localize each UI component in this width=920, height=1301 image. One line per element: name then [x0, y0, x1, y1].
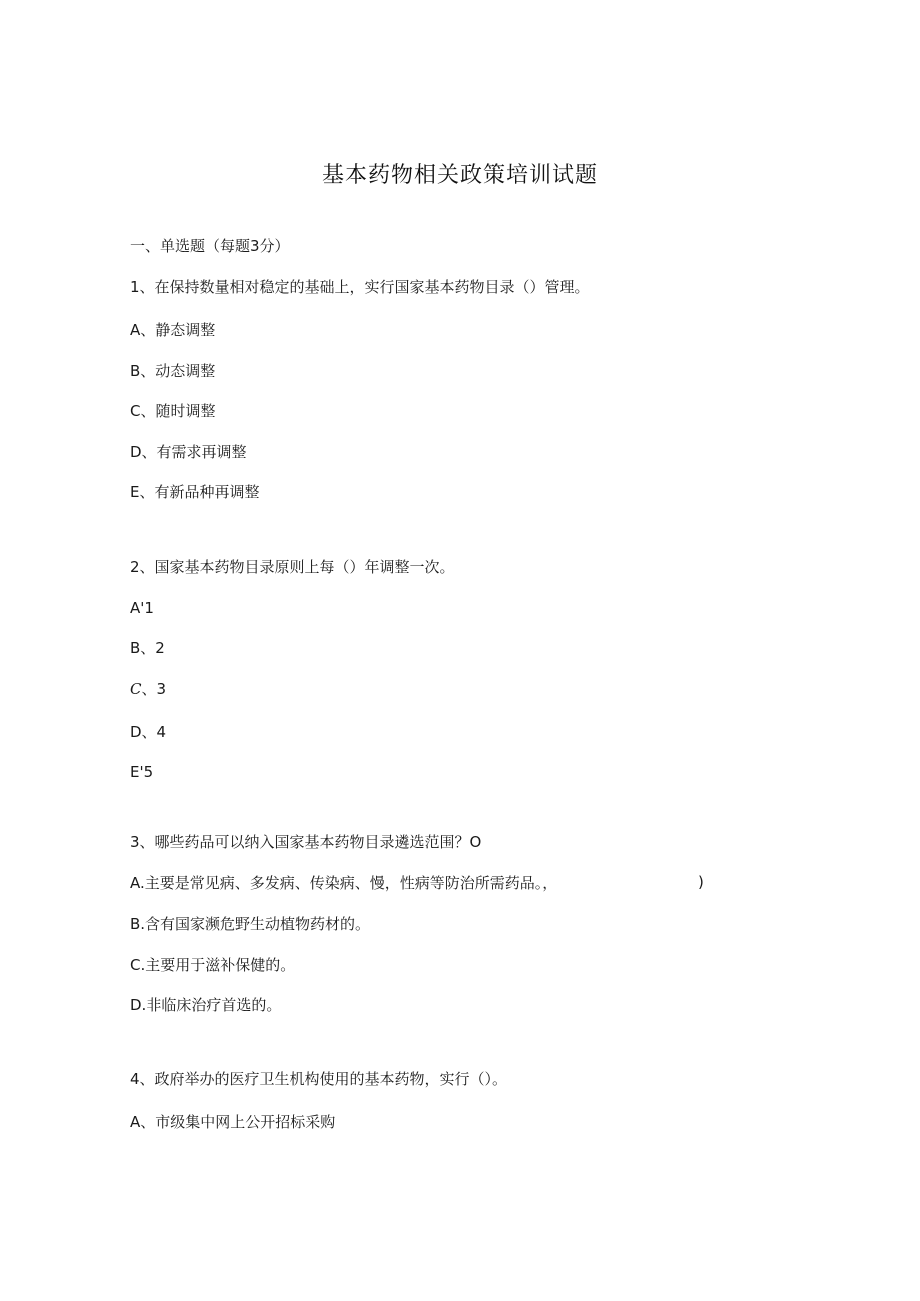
- question-1-option-e: E、有新品种再调整: [130, 483, 260, 501]
- question-2-option-c-letter: C: [130, 680, 142, 698]
- question-3-stem: 3、哪些药品可以纳入国家基本药物目录遴选范围？O: [130, 833, 482, 851]
- question-2-option-e: E'5: [130, 763, 154, 781]
- question-3-option-d: D.非临床治疗首选的。: [130, 996, 282, 1014]
- section-heading: 一、单选题（每题3分）: [130, 237, 290, 255]
- question-4-option-a: A、市级集中网上公开招标采购: [130, 1113, 336, 1131]
- question-2-option-c-text: 、3: [141, 680, 167, 698]
- question-1-option-b: B、动态调整: [130, 362, 216, 380]
- question-2-stem: 2、国家基本药物目录原则上每（）年调整一次。: [130, 558, 455, 576]
- question-4-stem: 4、政府举办的医疗卫生机构使用的基本药物，实行（）。: [130, 1070, 508, 1088]
- question-3-option-b: B.含有国家濒危野生动植物药材的。: [130, 915, 371, 933]
- question-2-option-d: D、4: [130, 723, 167, 741]
- question-2-option-b: B、2: [130, 639, 165, 657]
- question-1-option-c: C、随时调整: [130, 402, 216, 420]
- question-1-stem: 1、在保持数量相对稳定的基础上，实行国家基本药物目录（）管理。: [130, 278, 590, 296]
- question-3-option-a: A.主要是常见病、多发病、传染病、慢，性病等防治所需药品。，: [130, 874, 558, 892]
- question-2-option-a: A'1: [130, 599, 154, 617]
- question-1-option-a: A、静态调整: [130, 321, 216, 339]
- question-2-option-c: [130, 679, 166, 699]
- page-title: 基本药物相关政策培训试题: [321, 163, 598, 188]
- question-3-option-c: C.主要用于滋补保健的。: [130, 956, 296, 974]
- question-1-option-d: D、有需求再调整: [130, 443, 247, 461]
- question-3-stray-paren: ): [698, 873, 704, 891]
